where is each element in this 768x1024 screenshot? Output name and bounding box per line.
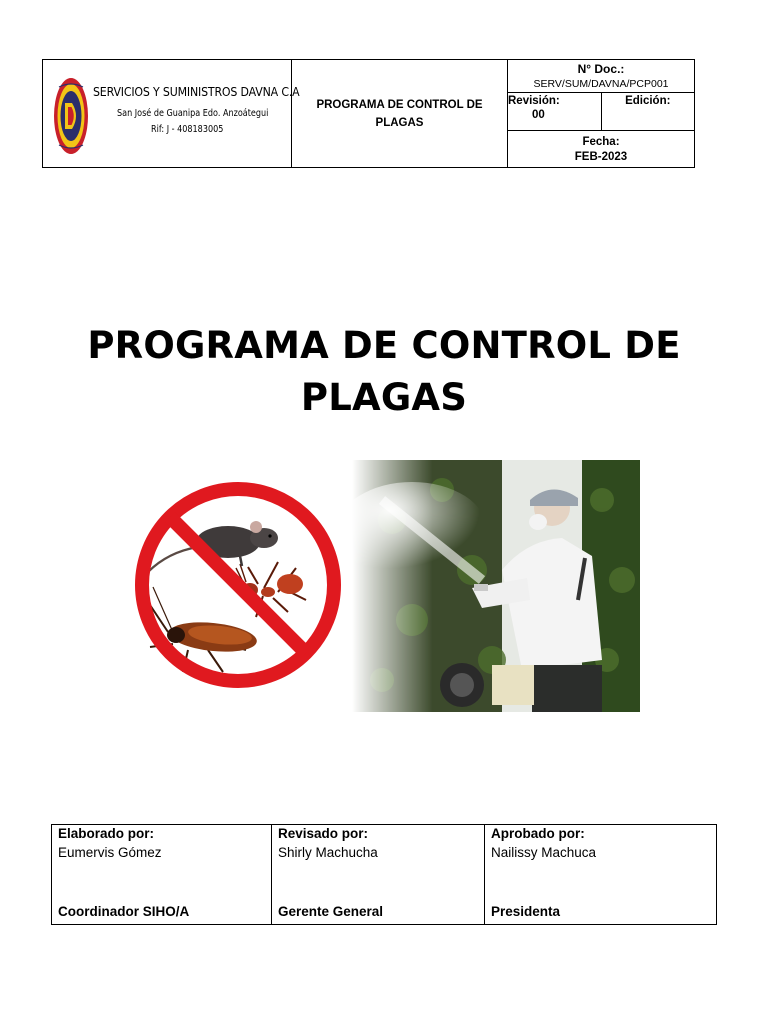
signature-role: Gerente General (278, 904, 384, 919)
signature-name: Shirly Machucha (278, 845, 378, 860)
cockroach-icon (148, 587, 258, 672)
company-rif: Rif: J - 408183005 (151, 124, 224, 135)
signature-heading: Elaborado por: (58, 826, 155, 841)
doc-number-label: N° Doc.: (577, 62, 625, 76)
document-metadata (508, 60, 695, 168)
company-logo-icon (53, 77, 89, 155)
document-header (42, 59, 695, 168)
signature-heading: Aprobado por: (491, 826, 585, 841)
signature-role: Presidenta (491, 904, 561, 919)
signature-reviewed-by (272, 825, 485, 925)
approval-signatures (51, 824, 717, 925)
no-pests-sign-icon (128, 472, 348, 698)
company-address: San José de Guanipa Edo. Anzoátegui (117, 108, 269, 119)
doc-number: SERV/SUM/DAVNA/PCP001 (533, 78, 669, 90)
page-title-line1: PROGRAMA DE CONTROL DE (87, 324, 681, 367)
signature-heading: Revisado por: (278, 826, 369, 841)
header-doc-title (292, 60, 508, 168)
date-value: FEB-2023 (574, 150, 628, 163)
signature-approved-by (485, 825, 717, 925)
page-title-line2: PLAGAS (300, 376, 468, 419)
signature-role: Coordinador SIHO/A (58, 904, 190, 919)
company-name: SERVICIOS Y SUMINISTROS DAVNA C.A (93, 84, 300, 99)
company-cell (43, 60, 300, 168)
header-title-line2: PLAGAS (375, 116, 424, 129)
fumigator-spraying-photo (352, 460, 640, 712)
revision-label: Revisión: (508, 95, 560, 107)
edition-label: Edición: (625, 95, 671, 107)
cover-images (128, 460, 640, 712)
signature-name: Nailissy Machuca (491, 845, 597, 860)
header-title-line1: PROGRAMA DE CONTROL DE (316, 98, 483, 111)
page-title (0, 320, 768, 424)
signature-name: Eumervis Gómez (58, 845, 162, 860)
revision-value: 00 (532, 109, 545, 121)
date-label: Fecha: (582, 135, 620, 148)
signature-prepared-by (52, 825, 272, 925)
